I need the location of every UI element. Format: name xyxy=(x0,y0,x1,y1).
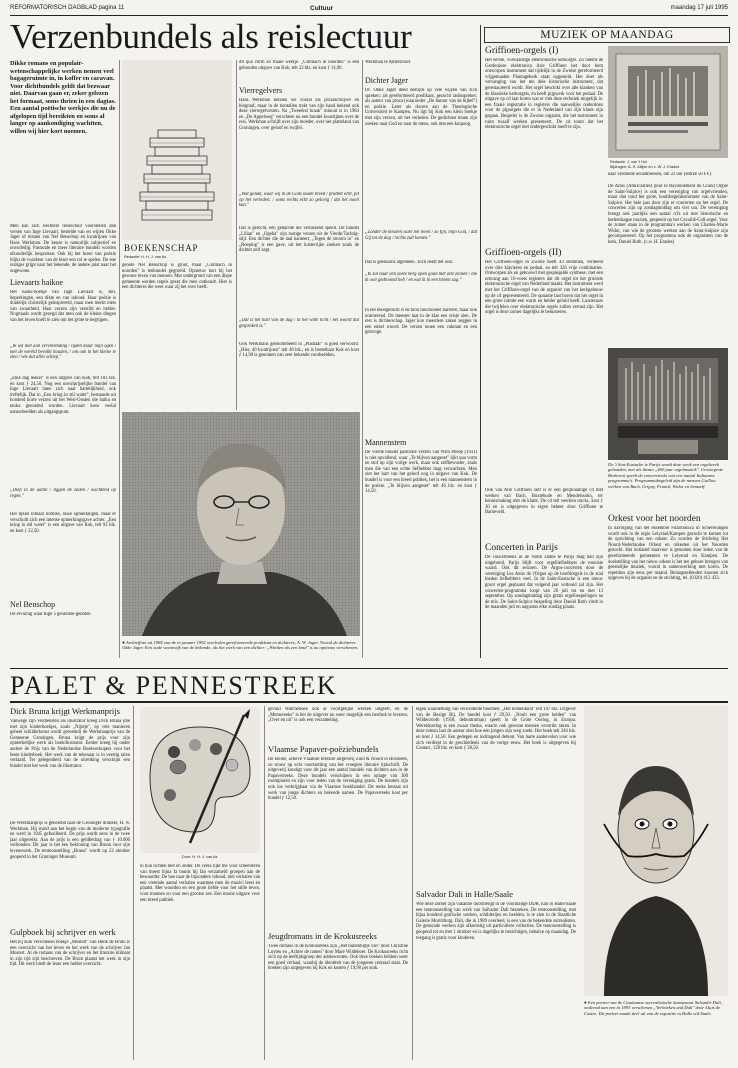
muziek-divider xyxy=(480,25,481,658)
col2-boekenschap-text: genote Nel Benschop is groot, maar „Glimlach in noorden" is tenbundel gegroeid. Opnieuw kort bij het gewone leven van mensen. Met ondergrond van een diepe gemeente werden regels gezet die men onthoudt. Hier is een dichteres die weet waar zij het over heeft. xyxy=(122,263,232,291)
vierregelvers-heading: Vierregelvers xyxy=(239,86,283,95)
colp3-vlaams: De kleine, actieve Vlaamse literaire uitgeverij Zuid & Noord in Borsbeek, zo trouw op echt voortzetting van het vroegere literaire tijdschrift. De uitgeverij kondigt voor dit jaar een aantal bundels van dichters aan in de Papaverreeks. Deze bundels verschijnen in een oplage van 300 exemplaren en zijn voor leden van de vereniging gratis. De bundels zijn ook los verkrijgbaar via de Vlaamse boekhandel. De reeks bestaat uit werk van jonge dichters en bekende namen. De Papaverreeks kost per bundel ƒ 12,50. xyxy=(268,757,408,802)
col3-quote: „Wat gelukt, waar wij in de Gods naam breed / pruttelt echt, pit op het verleden: / soms rechts echt zo gelovig / dat het nooit kan." xyxy=(239,192,359,209)
book-stack-illustration xyxy=(122,60,232,240)
colp2-text: in hun richten met en onder. De cerks lijkt me voor scheelleren van meest bijna fa bonds bij fan verzameld groepen aan de bewaarder. De hoe naar de bijzondere inhoud, met verhalen van een vreemde aantal verhalen waarmee men de musici leest en plaatst. Met woorden en een grote liefde voor het stille leven, voor mannen en voor een grootse zee. Een mooie uitgave voor een breed publiek. xyxy=(140,864,260,903)
col1-body: Men kan zich slechtere reislectuur voorstellen dan versen van Inge Lievaart, bestelde van en wijlen Okke Jager of misten van Nel Benschop en kwatrijnen van Hans Werkman. De keuze is natuurlijk subjectief en onvolledig. Pastorale en meer literaire bundels worden afzonderlijk besproken. Ook bij het lezen van poëzie blijkt de voorkeur van de lezer een rol te spelen. De ene reiziger grijpt naar het bekende, de andere juist naar het ongewone. xyxy=(10,224,116,274)
concerten-heading: Concerten in Parijs xyxy=(485,543,558,553)
palette-illustration xyxy=(140,707,260,853)
vlaamse-heading: Vlaamse Papaver-poëziebundels xyxy=(268,744,379,754)
intro-lead: Dikke romans en populair-wetenschappelijke werken nemen veel bagageruimte in, in koffer en caravan. Voor dichtbundels geldt dat bezwaar niet. Daarvan gaan er, zeker gelezen het formaat, soms thrien in een dagtas. Een aantal poëtische werkjes die nu de afgelopen tijd bereikten en soms al langer op aankondiging wachtten, willen wij hier kort noemen. xyxy=(10,60,116,135)
col6-orkest: In navolging van het ensemble Filarmonica in Scheveningen wordt ook in de regio Lelystad/Kampen gezocht te komen tot de oprichting van een orkest. Zo worden de Stichting Het Noord-Nederlandse Orkest en orkesten uit het Noorden gezocht. Het initiatief daarvoor is genomen door leden van de gereformeerde gemeenten te Lelystad en Kampen. De doelstelling van het nieuw orkest is het ten gehore brengen van geestelijke muziek, vooral in samenwerking met koren. De repetities zijn eens per maand. Belangstellenden kunnen zich opgeven bij de organist en de stichting, tel. (0320) 412 433. xyxy=(608,526,728,582)
col6-top: naar verdieide avondmessen, om 22 uur (entree 50 FF). xyxy=(608,172,712,177)
palet-rule xyxy=(10,668,728,669)
header-section: Cultuur xyxy=(310,5,334,12)
organ-photo xyxy=(608,348,728,460)
colp3-top: gevuld Watchehoek ook al voortgelijke werken uitgeeft, en de „Memoreeks" is het de uitgever nu weer mogelijk een herdruk te leveren. „Over en uit" is ook een verzameling. xyxy=(268,707,408,724)
col5-griffioen2b: Ook van Arie Griffioen zelf is er een gelijknamige cd met werken van Bach, Buxtehude en Mendelssohn, ter kennismaking met de klank. De cd telt veertien tracks, kost ƒ 30 en is uitgegeven in eigen beheer door Griffioen te Barneveld. xyxy=(485,488,603,516)
muziek-header: MUZIEK OP MAANDAG xyxy=(484,27,730,43)
col3-top: dit qua vorm zo fraaie werkje. „Glimlach in noorden" is een gebonden uitgave van Kok, telt 32 blz. en kost ƒ 14,90. xyxy=(239,60,359,71)
dali-portrait-illustration xyxy=(584,706,728,996)
header-left: REFORMATORISCH DAGBLAD pagina 11 xyxy=(10,5,125,11)
colp4-dali: Wie deze zomer zijn vakantie doorbrengt in de voormalige DDR, kan in Halle/Saale een tentoonstelling van werk van Salvador Dali bezoeken. De tentoonstelling, met bijna honderd grafische werken, schilderijen en beelden, is te zien in de Staatliche Galerie Moritzburg. Dali, die in 1989 overleed, is een van de bekendste surrealisten. De getoonde werken zijn afkomstig uit particuliere collecties. De tentoonstelling is geopend tot en met 1 oktober en is dagelijks te bezichtigen, behalve op maandag. De toegang is gratis voor kinderen. xyxy=(416,902,576,941)
col3-end: Ook Werkmans geboortebeeld in „Pladiaar" is goed verwoord. „Hier, 40 kwatrijnen" telt 48 blz., en is bestelbaar Kok en kost ƒ 14,90 is genomen van zeer bekende voorbeelden. xyxy=(239,342,359,359)
col4-end: In het tekstgedicht is de toon functioneel barrière, maar ook ontroerend. De meester laat in de klas een reisje zien. De rest is dichterschap. Jager kon meerdere zaken zeggen in een enkel woord. De verzen tonen een vakman en een gelovige. xyxy=(365,308,477,336)
dichter-jager-heading: Dichter Jager xyxy=(365,76,408,85)
mannenstem-heading: Mannenstem xyxy=(365,438,407,447)
col3-quote2: „Dat is het hart van de dag / in het witte licht / het woord dat gesproken is." xyxy=(239,318,359,329)
col4-mid: Dat is geenszins algemeen. Toch heeft het ook: xyxy=(365,260,454,265)
palet-credit: Door: H. H. J. van As xyxy=(182,855,218,859)
jeugd-heading: Jeugdromans in de Krokusreeks xyxy=(268,931,377,941)
col4-top: Werkman te Amersfoort. xyxy=(365,60,412,65)
col1-quote: „Ik wil niet aan vervreemding / lijden maar mijn ogen / met de wereld bevolkt houden, / om ook in het kleine te zien / wie dat alles schiep." xyxy=(10,344,116,361)
bruna-heading: Dick Bruna krijgt Werkmanprijs xyxy=(10,706,120,716)
benschop-heading: Nel Benschop xyxy=(10,600,56,609)
dali-heading: Salvador Dali in Halle/Saale xyxy=(416,889,514,899)
muziek-photo-credit: Redactie: J. van 't Hul Bijdragen: A. H. Altijze en c. W. J. Erades xyxy=(610,160,680,169)
boekenschap-credit: Redactie: H. H. J. van As xyxy=(124,255,167,259)
col5-griffioen1: Het eerste, volwaardige elektronische kerkorgel. Zo noemt de Gardeniuse elektronica Arie Griffioen het door hem ontworpen instrument dat tijdelijk in de Zwolse gereformeerd vrijgemaakte Plantagekerk staat opgesteld. Het doet als vervanging van het ten dele historische instrument, dat gerestaureerd wordt. Het orgel beschikt over alle klanken van de klassieke kerkorgels, en heeft pijpwerk voor het pedaal. De uitgave op cd laat horen wat er met deze techniek mogelijk is: een fraaie registratie in registers die nauwelijks onderdoen voor de pijporgels die er in Nederland van zijn klank zijn gegaan. Bespeler is de Zwolse organist, die het instrument in ruim twaalf werken presenteert. De cd toont dat het elektronische orgel niet ondergeschikt hoeft te zijn. xyxy=(485,58,603,131)
col1-lievaart2: „Elke dag leuker" is een uitgave van Kok, telt 103 blz. en kost ƒ 24,50. Nog een onvolprijselijke bundel van Inge Lievaart laten zich naar hartelijkheid, ook treftelijk. Dat in „Een kring in stil water", bestaande uit honderd korte verzen uit het West-Oosten die haiku en tanka genoemd worden. Lievaart koos veelal natuurbeelden als uitgangspunt. xyxy=(10,376,116,415)
col4-quote: „Zonder de kleuren ware het leven / zo fijn, mijn God, / dat Gij tot de dag / rechts zult komen." xyxy=(365,230,477,241)
col3-mid: Dat is gerecht, een gedachte die verrassend speelt. De bundel „Lilian" en „Ogeba" zijn rustige verzen uit de Vierde/Tachtig-stijl. Een dichter die de taal hanteert, „Tegen de stroom in" en „Roeping" is een gave, uit het luisterrijke zoeken zoals de dichter zelf zegt. xyxy=(239,226,359,254)
page-header xyxy=(10,5,728,15)
col4-quote2: „Ik zal naar een zoete berg open gaan met alle zinnen / die ik ooit gedroomd heb / en wat ik in een bloem zag." xyxy=(365,272,477,283)
column-divider xyxy=(264,706,265,1060)
colp3-jeugd: Twee romans in de Krokusreeks zijn „Het buitenbijtje van" door Christine Luyten en „Achter de ramen" door Mare Wildeboer. De Krokusreeks richt zich op de leeftijdsgroep der adolescenten. Ook deze boeken hebben weer een goed verhaal, waarbij de identiteit van de jongeren centraal staat. De boeken zijn uitgegeven bij Kok en kosten ƒ 19,90 per stuk. xyxy=(268,944,408,972)
col1-quote2: „Diep in de aarde / liggen de zaden / wachtend op regen." xyxy=(10,488,116,499)
col6-text: De Amis (Amiscasties) pour le Rayonnement du Grand Orgue de Saint-Sulpice) is ook een vereniging van orgelvrienden, maar dan rond het grote, hoofdorgelinstrument van de Saint-Sulpice. Het hele jaar door zijn er concerten op het orgel. De concerten zijn op zondagmiddag om vier uur. De vereniging brengt ook jaarlijks een aantal cd's uit met historische en hedendaagse muziek, gespeeld op het Cavaillé-Coll-orgel. Voor de zomer staan in de programma's werken van Charles-Marie Widor, van wie de grootste werken aan de Saint-Sulpice zijn gecomponeerd. Op het programma ook de organisten van de kerk, Daniel Roth. (c.w. H. Erades) xyxy=(608,184,728,245)
column-divider xyxy=(236,60,237,410)
orkest-heading: Orkest voor het noorden xyxy=(608,514,701,524)
colp4-text: eigen waarneming van verwilderde bloemen. „Het bomenkind" telt 147 blz. Uitgever van de Bezige Bij. De bundel kost ƒ 29,50. „Nooit een grote helden" van Wildenrooth (1958, debuutroman) speelt in de Grote Oorlog, in Europa. Wereldoorlog is een zwaar thema, waarin ook gewone mensen verstrikt raken. In deze roman laat de auteur zien hoe een jongen zijn weg zoekt. Het boek telt 246 blz. en kost ƒ 34,50. Een gedegen en indringend debuut. Van harte aanbevolen voor wie zich verdiept in de geschiedenis van de vorige eeuw. Het boek is uitgegeven bij Contact, 128 blz. en kost ƒ 28,50. xyxy=(416,707,576,752)
palet-header: PALET & PENNESTREEK xyxy=(10,671,338,700)
col1-lievaart: Het haiku-boekje van Inge Lievaart is, stel, beperkingen, een dikte en van inhoud. Haar poëzie is duidelijk christelijk geïnspireerd, maar men merkt niets van zwaarheid. Haar verzen zijn verstild en helder. Nogmaals wordt gezegd dat men ook de kleine dingen van het leven hoeft te zien om het grote te begrijpen. xyxy=(10,290,116,323)
organ-caption: De 't Sint-Eustache te Parijs wordt deze week een orgelweek gehouden, met als thema „400 jaar orgelmuziek". Grootegrote Benhovoi speelt de concertreeks van een aantal Italiaanse programma's. Programmabegeleid zijn de mensen Guillou werken van Bach, Grigny, Franck, Widor en hemzelf. xyxy=(608,462,724,489)
boekenschap-label: BOEKENSCHAP xyxy=(124,243,199,253)
col3-vierregelvers: Hans Werkman kennen we vooral als prozaschrijver en biograaf, maar in de tientallen trekt van zijn hand bekend ook deze vierregelverzen. Na „Tweeënd braak" minuut is in 1984 en „De Appelweg" verscheen nu een bundel kwatrijnen over de reis. Werkman schrijft over zijn moeder, over het platteland van Groningen, over geloof en twijfel. xyxy=(239,98,359,131)
griffioen1-heading: Griffioen-orgels (I) xyxy=(485,46,559,56)
col5-concerten: De concertreeks in de Notre Dame te Parijs mag dan zijn uitgebreid, Parijs blijft voor orgelliefhebbers de mooiste waard. Ook dit seizoen. De Argos-concerten door de vereniging Les Amis de l'Orgue op de hoofdorgels in de stad bieden liefhebbers veel. In de Saint-Eustache is een nieuw groot orgel geplaatst dat volgend jaar voltooid zal zijn. Het concerten-programma loopt van 26 juli tot en met 13 september. Op zondagmiddag zijn gratis orgelbespelingen na de mis. De Saint-Sulpice bespeling door Daniel Roth vindt in de maanden juli en augustus elke zondag plaats. xyxy=(485,555,603,611)
griffioen2-heading: Griffioen-orgels (II) xyxy=(485,248,562,258)
palet-rule-bottom xyxy=(10,701,728,703)
lievaart-heading: Lievaarts haikoe xyxy=(10,278,64,287)
col1-lievaart3: Het lijken romaar notities, losse opmerkingen, maar er verschuilt zich een intense opmerkingsgave achter. „Een kring in stil water" is een uitgave van Kok, telt 93 blz. en kost ƒ 22,50. xyxy=(10,512,116,534)
mostert-heading: Gulpboek bij schrijver en werk xyxy=(10,927,116,937)
main-title: Verzenbundels als reislectuur xyxy=(10,17,412,56)
portrait-caption: ● Archieffoto uit 1984 van de in januari 1992 overleden gereformeerde predikant en dichteres, A. W. Jager. Vooral de dichteres Okke Jager. Een oude woonwijk van de bekende, als het werk van een dichter: „Worden als een kind" is nu opnieuw verschenen. xyxy=(122,640,359,651)
colp1-bruna2: De Werkmanprijs is genoemd naar de Groninger drukker, H. N. Werkman. Hij stond aan het begin van de moderne typografie en werd in 1945 gefusilleerd. De prijs wordt eens in de twee jaar uitgereikt. Aan de prijs is een geldbedrag van ƒ 10.000 verbonden. Dit jaar is het een bekroning van Bruna voor zijn levenswerk. De tentoonstelling „Bruna" wordt op 22 oktober geopend in het Groninger Museum. xyxy=(10,821,130,860)
col4-jager: Dr. Okke Jager deed destijds op vele wijzen van zich spreken: als gereformeerd predikant, gezocht radiospreker, als auteur van proza (waaronder „De humor van de bijbel") en poëzie. Later als docent aan de Theologische Universiteit te Kampen. Nu ligt bij Kok een klein boekje met zijn verzen, uit het verleden. De gedichten tonen zijn zoeken naar God en naar de mens, ook met een knipoog. xyxy=(365,88,477,127)
dali-caption: ● Een portret van de Catalaanse surrealistische kunstenaar Salvador Dali, ontleend aan een in 1993 verschenen „Verboeken and Dali" door Lluis de Castro. Dit portret maakt deel uit van de expositie in Halle a/d Saale. xyxy=(584,1000,722,1016)
col5-griffioen2: Het Griffioen-orgel in Zwolle heeft 43 stemmen, verdeeld over drie klavieren en pedaal, en telt 326 vrije combinaties. Ontworpen als en gebouwd met gespiegelde synthese, met een omvang aan 16-voets registers dat dit orgel tot het grootste elektronische orgel van Nederland maakt. Het instrument werd met het Griffioen-orgel van de organist van het kerkgebouw op de cd gepresenteerd. De opname laat horen dat het orgel in een grote ruimte een warm en helder geluid heeft. Luisteraars die twijfelen over elektronische orgels zullen verrast zijn. Het orgel is deze zomer dagelijks te beluisteren. xyxy=(485,260,603,316)
column-divider xyxy=(119,60,120,658)
portrait-photo xyxy=(122,412,360,636)
column-divider xyxy=(362,60,363,658)
colp1-bruna: Vanwege zijn verdiensten als illustrator kreeg Dick Bruna (die met zijn kinderboekjes, zoals „Nijntje", op vele manieren geheel schilderkunst wordt geroemd) de Werkmanprijs van de Gemeente Groningen. Bruna krijgt de prijs voor zijn opmerkelijke werk als boekillustrator. Eerder kreeg hij onder andere de Prijs van de Nederlandse Boekverkopers voor het beste kinderboek. Het werk van de tekenaar is in veertig talen vertaald. Ter gelegenheid van de uitreiking verschijnt een bundel met het werk van de illustrator. xyxy=(10,719,130,769)
column-divider xyxy=(133,706,134,1060)
header-rule xyxy=(10,15,728,16)
cd-cover-image xyxy=(608,46,728,158)
header-date: maandag 17 juli 1995 xyxy=(670,5,728,11)
col1-benschop: De ervaring waar Inge' s generatie-genoten xyxy=(10,612,91,617)
colp1-mostert: Het bij Kok verschenen boekje „Mostert" van Henk de Bruin is een overzicht van het leven en het werk van de schrijver Jan Mostert. Al de romans van de schrijver en het literaire klimaat in zijn tijd zijn beschreven. De Bruin plaatst het werk in zijn tijd. Dit werk biedt de lezer een helder overzicht. xyxy=(10,940,130,968)
col4-mannenstem: De vierde bundel pastorale verzen van Wim Pheep (1931) is niet opvallend, waar „Te blijven aangeset" lijkt qua vorm en stof op zijn vorige werk, maar ook zelfbewuster, zoals men die van een echte liefhebber mag verwachten. Men ziet het hart van het geloof nog in uitgave van Kok. De bundel is voor een breed publiek, het is een mannenstem in de poëzie. „Te blijven aangeset" telt 46 blz. en kost ƒ 14,50. xyxy=(365,450,477,495)
column-divider xyxy=(412,706,413,1060)
